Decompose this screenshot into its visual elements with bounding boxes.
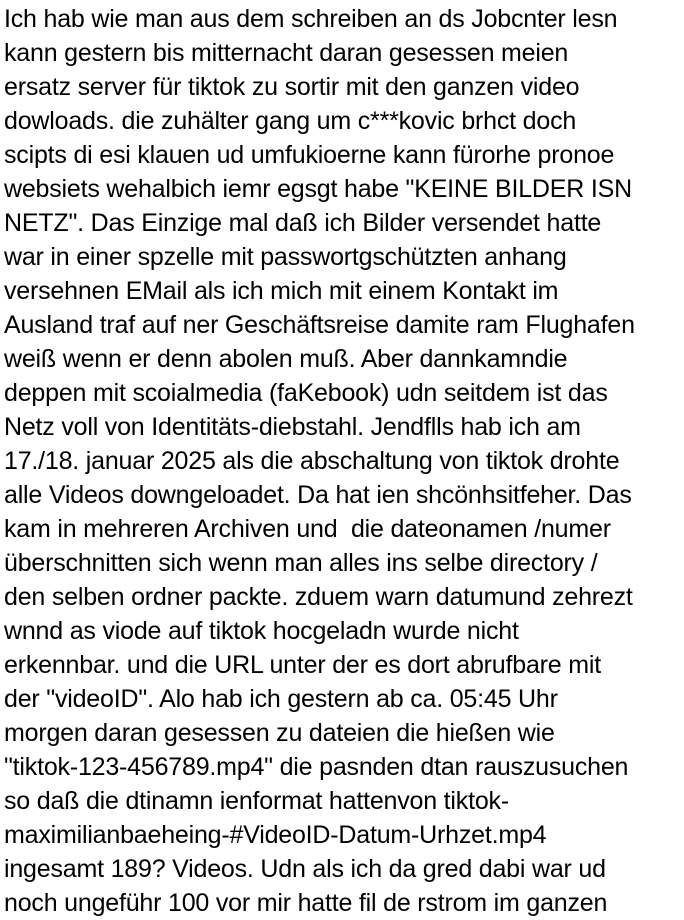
text-line: Ausland traf auf ner Geschäftsreise damite ram Flughafen: [4, 311, 635, 339]
text-line: weiß wenn er denn abolen muß. Aber dannkamndie: [4, 345, 568, 373]
text-line: war in einer spzelle mit passwortgschützten anhang: [4, 243, 567, 271]
text-line: kann gestern bis mitternacht daran gesessen meien: [4, 39, 569, 67]
text-line: ersatz server für tiktok zu sortir mit den ganzen video: [4, 73, 580, 101]
text-line: 17./18. januar 2025 als die abschaltung von tiktok drohte: [4, 447, 620, 475]
text-line: so daß die dtinamn ienformat hattenvon tiktok-: [4, 787, 509, 815]
text-line: Ich hab wie man aus dem schreiben an ds Jobcnter lesn: [4, 5, 618, 33]
text-line: überschnitten sich wenn man alles ins selbe directory /: [4, 549, 598, 577]
text-line: wnnd as viode auf tiktok hocgeladn wurde nicht: [4, 617, 519, 645]
text-line: deppen mit scoialmedia (faKebook) udn seitdem ist das: [4, 379, 608, 407]
text-line: websiets wehalbich iemr egsgt habe "KEINE BILDER ISN: [4, 175, 632, 203]
text-line: "tiktok-123-456789.mp4" die pasnden dtan rauszusuchen: [4, 753, 629, 781]
text-line: alle Videos downgeloadet. Da hat ien shcönhsitfeher. Das: [4, 481, 632, 509]
text-line: morgen daran gesessen zu dateien die hießen wie: [4, 719, 555, 747]
text-line: den selben ordner packte. zduem warn datumund zehrezt: [4, 583, 633, 611]
text-line: maximilianbaeheing-#VideoID-Datum-Urhzet.mp4: [4, 821, 547, 849]
text-line: der "videoID". Alo hab ich gestern ab ca. 05:45 Uhr: [4, 685, 558, 713]
text-line: NETZ". Das Einzige mal daß ich Bilder versendet hatte: [4, 209, 602, 237]
text-line: versehnen EMail als ich mich mit einem Kontakt im: [4, 277, 559, 305]
text-line: noch ungeführ 100 vor mir hatte fil de rstrom im ganzen: [4, 889, 608, 917]
text-line: dowloads. die zuhälter gang um c***kovic brhct doch: [4, 107, 577, 135]
text-line: ingesamt 189? Videos. Udn als ich da gred dabi war ud: [4, 855, 606, 883]
text-line: kam in mehreren Archiven und die dateonamen /numer: [4, 515, 611, 543]
text-line: Netz voll von Identitäts-diebstahl. Jendflls hab ich am: [4, 413, 581, 441]
text-line: erkennbar. und die URL unter der es dort abrufbare mit: [4, 651, 601, 679]
text-line: scipts di esi klauen ud umfukioerne kann fürorhe pronoe: [4, 141, 615, 169]
